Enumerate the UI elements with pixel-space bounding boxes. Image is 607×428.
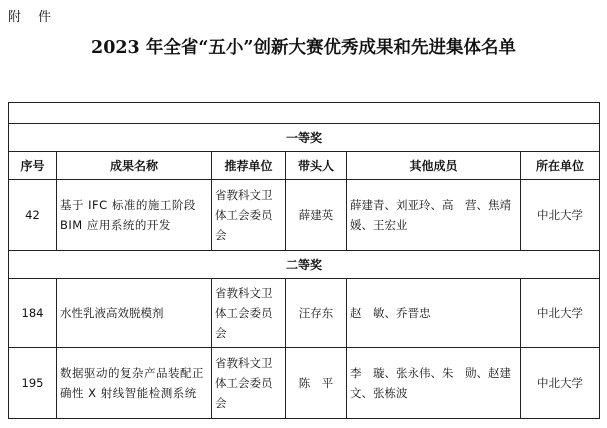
section-row-first-prize (9, 124, 600, 152)
cell-no: 42 (9, 180, 57, 251)
header-row (9, 152, 600, 180)
column-header-members: 其他成员 (347, 152, 521, 180)
cell-name: 基于 IFC 标准的施工阶段 BIM 应用系统的开发 (57, 180, 212, 251)
cell-leader: 汪存东 (286, 279, 347, 348)
cell-recommender: 省教科文卫体工会委员会 (212, 348, 286, 419)
column-header-recommender: 推荐单位 (212, 152, 286, 180)
cell-members: 赵 敏、乔晋忠 (347, 279, 521, 348)
cell-name: 水性乳液高效脱模剂 (57, 279, 212, 348)
table-row (9, 348, 600, 419)
table-row (9, 180, 600, 251)
cell-leader: 薛建英 (286, 180, 347, 251)
section-label: 二等奖 (9, 251, 600, 279)
cell-unit: 中北大学 (521, 279, 600, 348)
section-row-second-prize (9, 251, 600, 279)
table-row (9, 279, 600, 348)
cell-unit: 中北大学 (521, 348, 600, 419)
section-label: 一等奖 (9, 124, 600, 152)
column-header-name: 成果名称 (57, 152, 212, 180)
column-header-no: 序号 (9, 152, 57, 180)
cell-no: 195 (9, 348, 57, 419)
cell-no: 184 (9, 279, 57, 348)
cell-members: 薛建青、刘亚玲、高 营、焦靖媛、王宏业 (347, 180, 521, 251)
awards-table (8, 102, 600, 419)
column-header-unit: 所在单位 (521, 152, 600, 180)
attachment-label: 附 件 (8, 10, 54, 25)
cell-name: 数据驱动的复杂产品装配正确性 X 射线智能检测系统 (57, 348, 212, 419)
cell-unit: 中北大学 (521, 180, 600, 251)
page-title: 2023 年全省“五小”创新大赛优秀成果和先进集体名单 (91, 38, 516, 58)
cell-members: 李 璇、张永伟、朱 勋、赵建文、张栋波 (347, 348, 521, 419)
column-header-leader: 带头人 (286, 152, 347, 180)
cell-recommender: 省教科文卫体工会委员会 (212, 180, 286, 251)
cell-leader: 陈 平 (286, 348, 347, 419)
cell-recommender: 省教科文卫体工会委员会 (212, 279, 286, 348)
blank-row (9, 103, 600, 124)
